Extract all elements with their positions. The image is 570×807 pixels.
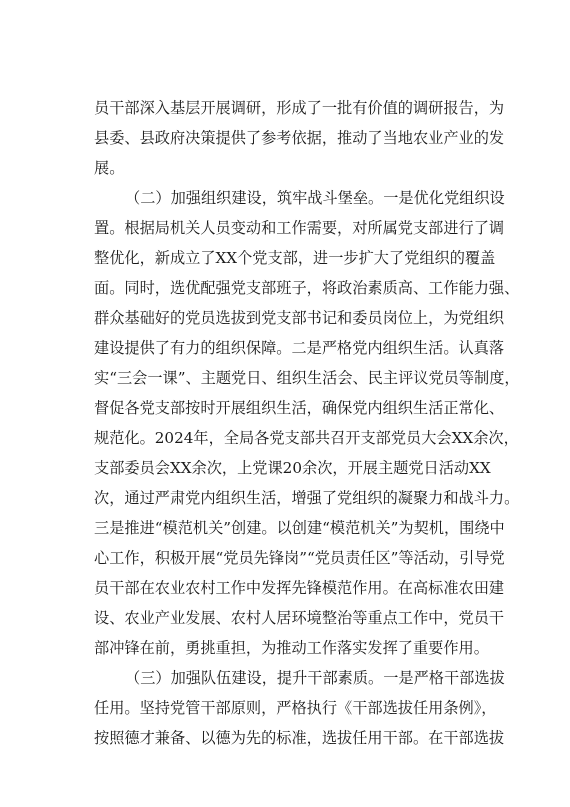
text-line: 三是推进“模范机关”创建。以创建“模范机关”为契机，围绕中 xyxy=(94,519,505,537)
text-line: 展。 xyxy=(94,159,125,177)
text-line: 员干部在农业农村工作中发挥先锋模范作用。在高标准农田建 xyxy=(94,579,505,597)
section-heading-line: （二）加强组织建设，筑牢战斗堡垒。一是优化党组织设 xyxy=(125,189,505,207)
text-line: 面。同时，选优配强党支部班子，将政治素质高、工作能力强、 xyxy=(94,279,520,297)
text-line: 按照德才兼备、以德为先的标准，选拔任用干部。在干部选拔 xyxy=(94,729,505,747)
text-line: 规范化。2024年，全局各党支部共召开支部党员大会XX余次， xyxy=(94,429,519,447)
text-line: 支部委员会XX余次，上党课20余次，开展主题党日活动XX xyxy=(94,459,491,477)
text-line: 置。根据局机关人员变动和工作需要，对所属党支部进行了调 xyxy=(94,219,505,237)
text-line: 设、农业产业发展、农村人居环境整治等重点工作中，党员干 xyxy=(94,609,505,627)
text-line: 任用。坚持党管干部原则，严格执行《干部选拔任用条例》， xyxy=(94,699,497,717)
text-line: 次，通过严肃党内组织生活，增强了党组织的凝聚力和战斗力。 xyxy=(94,489,520,507)
text-line: 建设提供了有力的组织保障。二是严格党内组织生活。认真落 xyxy=(94,339,505,357)
text-line: 部冲锋在前，勇挑重担，为推动工作落实发挥了重要作用。 xyxy=(94,639,489,657)
section-heading-line: （三）加强队伍建设，提升干部素质。一是严格干部选拔 xyxy=(125,669,505,687)
text-line: 群众基础好的党员选拔到党支部书记和委员岗位上，为党组织 xyxy=(94,309,505,327)
text-line: 县委、县政府决策提供了参考依据，推动了当地农业产业的发 xyxy=(94,129,505,147)
text-line: 员干部深入基层开展调研，形成了一批有价值的调研报告，为 xyxy=(94,99,505,117)
text-line: 整优化，新成立了XX个党支部，进一步扩大了党组织的覆盖 xyxy=(94,249,496,267)
text-line: 心工作，积极开展“党员先锋岗”“党员责任区”等活动，引导党 xyxy=(94,549,505,567)
text-line: 督促各党支部按时开展组织生活，确保党内组织生活正常化、 xyxy=(94,399,505,417)
text-line: 实“三会一课”、主题党日、组织生活会、民主评议党员等制度， xyxy=(94,369,520,387)
